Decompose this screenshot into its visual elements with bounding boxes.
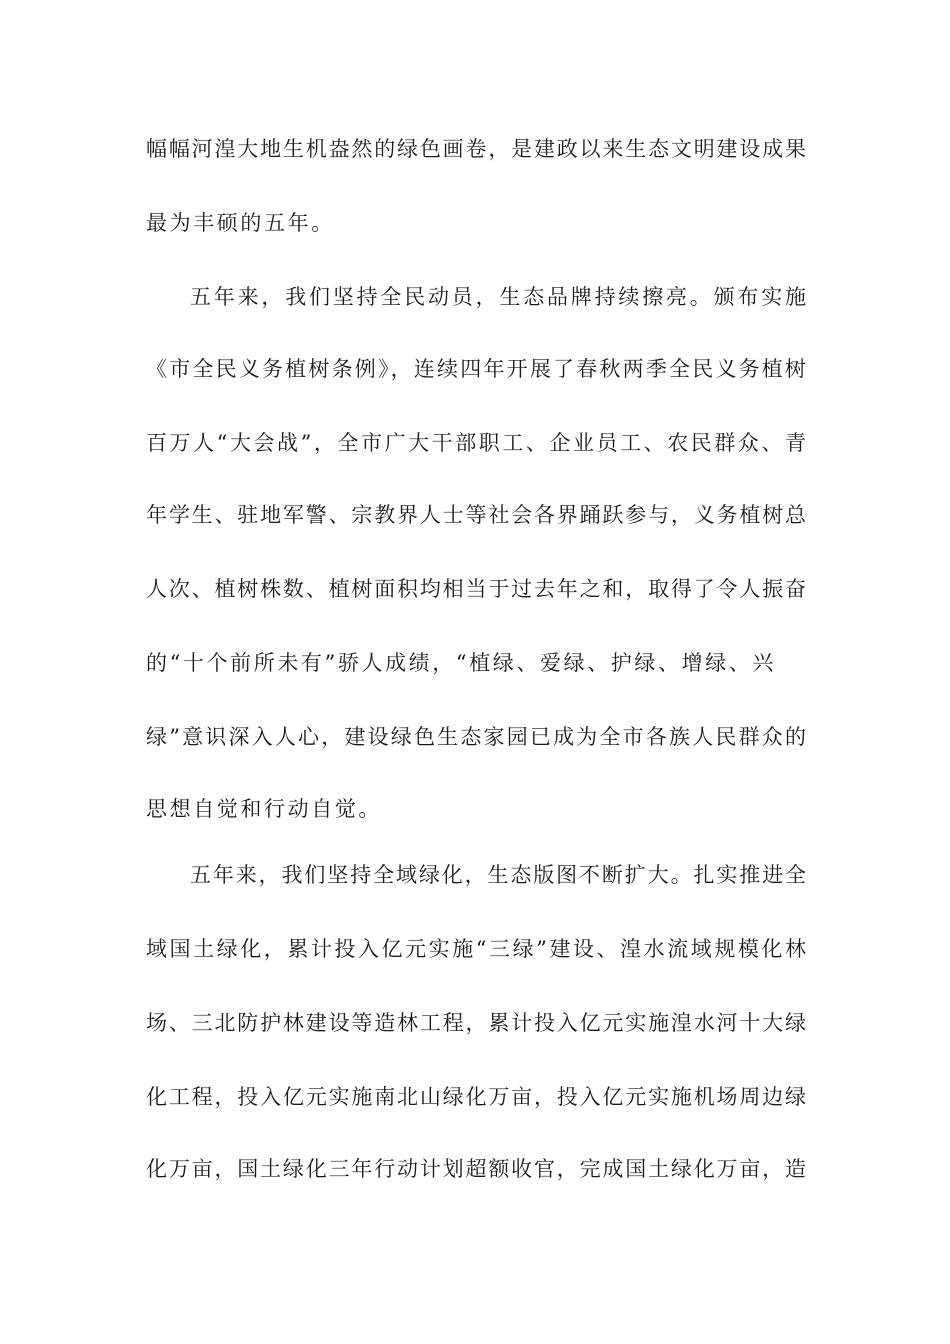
text-line-7: 人次、植树株数、植树面积均相当于过去年之和，取得了令人振奋: [146, 577, 806, 601]
text-line-15: 化万亩，国土绿化三年行动计划超额收官，完成国土绿化万亩，造: [146, 1157, 806, 1181]
text-line-1: 幅幅河湟大地生机盎然的绿色画卷，是建政以来生态文明建设成果: [146, 137, 806, 161]
text-line-4: 《市全民义务植树条例》，连续四年开展了春秋两季全民义务植树: [146, 357, 806, 381]
text-line-9: 绿”意识深入人心，建设绿色生态家园已成为全市各族人民群众的: [146, 725, 806, 749]
text-line-10: 思想自觉和行动自觉。: [146, 797, 382, 821]
text-line-6: 年学生、驻地军警、宗教界人士等社会各界踊跃参与，义务植树总: [146, 503, 806, 527]
text-line-8: 的“十个前所未有”骄人成绩，“植绿、爱绿、护绿、增绿、兴: [146, 651, 777, 675]
text-line-12: 域国土绿化，累计投入亿元实施“三绿”建设、湟水流域规模化林: [146, 937, 806, 961]
text-line-2: 最为丰硕的五年。: [146, 211, 335, 235]
paragraph-1-first-line: 五年来，我们坚持全民动员，生态品牌持续擦亮。颁布实施: [190, 285, 806, 309]
text-line-13: 场、三北防护林建设等造林工程，累计投入亿元实施湟水河十大绿: [146, 1011, 806, 1035]
text-line-5: 百万人“大会战”，全市广大干部职工、企业员工、农民群众、青: [146, 431, 806, 455]
text-line-14: 化工程，投入亿元实施南北山绿化万亩，投入亿元实施机场周边绿: [146, 1085, 806, 1109]
paragraph-2-first-line: 五年来，我们坚持全域绿化，生态版图不断扩大。扎实推进全: [190, 863, 806, 887]
